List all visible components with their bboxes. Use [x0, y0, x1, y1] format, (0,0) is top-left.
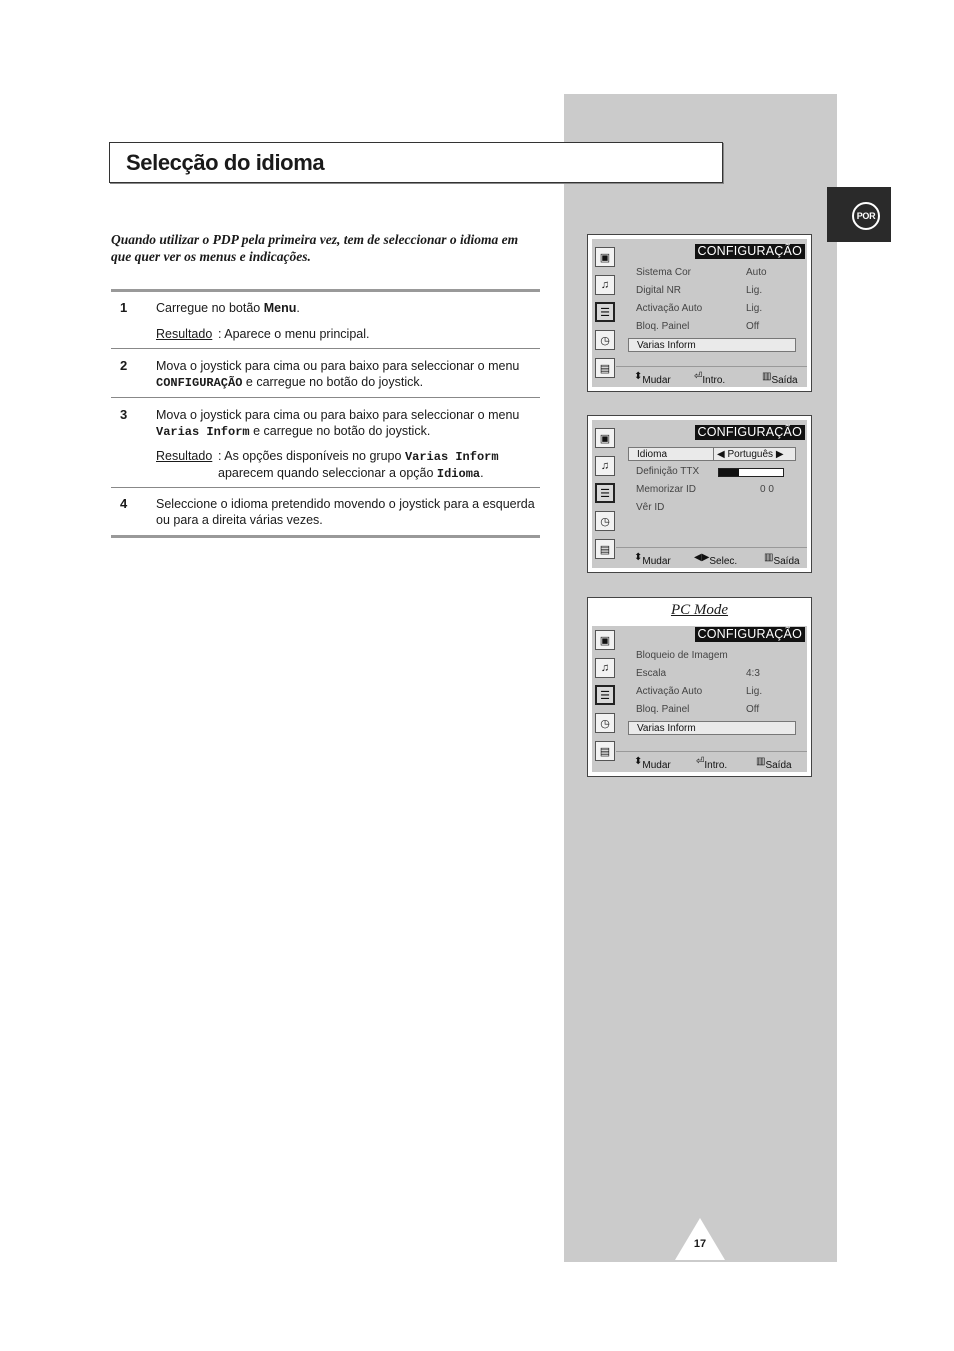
osd-row-selected: Varias Inform [628, 338, 796, 352]
ttx-level-bar [718, 468, 784, 477]
move-hint: ⬍ Mudar [634, 371, 671, 386]
step-number: 1 [120, 300, 128, 315]
divider [111, 397, 540, 398]
page-number: 17 [693, 1238, 707, 1250]
tv-picture-icon: ▣ [595, 247, 615, 267]
setup-icon: ☰ [595, 685, 615, 705]
page-title: Selecção do idioma [126, 150, 325, 175]
select-hint: ◀▶ Selec. [694, 552, 738, 567]
osd-footer [616, 751, 807, 772]
osd-row: Activação Auto Lig. [636, 686, 763, 697]
move-hint: ⬍ Mudar [634, 756, 671, 771]
step-number: 4 [120, 496, 128, 511]
osd-row: Activação Auto Lig. [636, 303, 763, 314]
sound-icon: ♫ [595, 275, 615, 295]
osd-header: CONFIGURAÇÃO [695, 244, 806, 259]
step-text: Carregue no botão Menu. [156, 301, 300, 315]
osd-icon-column [594, 239, 616, 375]
osd-row-selected: Varias Inform [628, 721, 796, 735]
step-number: 2 [120, 358, 128, 373]
result-label: Resultado [156, 449, 213, 463]
osd-row: Bloqueio de Imagem [636, 650, 728, 661]
exit-hint: ▥ Saída [756, 756, 792, 771]
osd-row: Bloq. Painel Off [636, 321, 760, 332]
title-box [109, 142, 723, 183]
osd-footer [616, 547, 807, 568]
step-text: Mova o joystick para cima ou para baixo para seleccionar o menu Varias Inform e carregue no botão do joystick. [156, 408, 520, 439]
osd-panel [592, 420, 807, 568]
language-selector: ◀ Português ▶ [713, 448, 795, 460]
osd-screen-setup [587, 234, 812, 392]
osd-header: CONFIGURAÇÃO [695, 627, 806, 642]
osd-panel [592, 626, 807, 772]
exit-hint: ▥ Saída [762, 371, 798, 386]
osd-row: Memorizar ID 0 0 [636, 484, 774, 495]
tv-picture-icon: ▣ [595, 428, 615, 448]
clock-icon: ◷ [595, 330, 615, 350]
intro-text: Quando utilizar o PDP pela primeira vez, tem de seleccionar o idioma em que quer ver os menus e indicações. [111, 232, 519, 264]
step-number: 3 [120, 407, 128, 422]
enter-hint: ⏎ Intro. [694, 371, 726, 386]
step-text: Seleccione o idioma pretendido movendo o joystick para a esquerda ou para a direita várias vezes. [156, 497, 535, 527]
osd-panel [592, 239, 807, 387]
tv-picture-icon: ▣ [595, 630, 615, 650]
osd-icon-column [594, 626, 616, 758]
pc-mode-label: PC Mode [670, 602, 729, 618]
divider [111, 487, 540, 488]
channel-icon: ▤ [595, 358, 615, 378]
result-text: : Aparece o menu principal. [218, 327, 370, 341]
osd-row: Definição TTX [636, 465, 796, 479]
step-text: Mova o joystick para cima ou para baixo para seleccionar o menu CONFIGURAÇÃO e carregue no botão do joystick. [156, 359, 520, 390]
setup-icon: ☰ [595, 302, 615, 322]
enter-hint: ⏎ Intro. [696, 756, 728, 771]
clock-icon: ◷ [595, 511, 615, 531]
divider [111, 289, 540, 292]
result-text: : As opções disponíveis no grupo Varias Inform aparecem quando seleccionar a opção Idioma. [218, 449, 499, 481]
osd-row: Digital NR Lig. [636, 285, 763, 296]
sound-icon: ♫ [595, 456, 615, 476]
result-label: Resultado [156, 327, 213, 341]
osd-row: Sistema Cor Auto [636, 267, 767, 278]
move-hint: ⬍ Mudar [634, 552, 671, 567]
divider [111, 535, 540, 538]
setup-icon: ☰ [595, 483, 615, 503]
osd-footer [616, 366, 807, 387]
channel-icon: ▤ [595, 539, 615, 559]
osd-row: Escala 4:3 [636, 668, 760, 679]
sound-icon: ♫ [595, 658, 615, 678]
divider [111, 348, 540, 349]
clock-icon: ◷ [595, 713, 615, 733]
language-badge: POR [852, 202, 880, 230]
exit-hint: ▥ Saída [764, 552, 800, 567]
osd-row: Vêr ID [636, 502, 665, 513]
osd-header: CONFIGURAÇÃO [695, 425, 806, 440]
osd-screen-language [587, 415, 812, 573]
ttx-level-fill [719, 469, 739, 476]
osd-icon-column [594, 420, 616, 556]
osd-screen-pc-mode [587, 597, 812, 777]
osd-row: Bloq. Painel Off [636, 704, 760, 715]
channel-icon: ▤ [595, 741, 615, 761]
osd-row-selected: Idioma ◀ Português ▶ [628, 447, 796, 461]
